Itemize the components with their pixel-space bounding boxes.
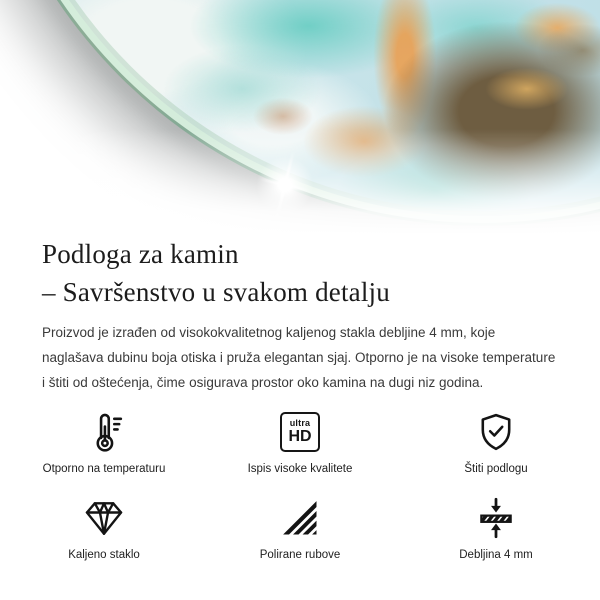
glass-panel-photo (0, 0, 600, 226)
thickness-press-icon (474, 495, 518, 541)
feature-label: Polirane rubove (259, 549, 341, 561)
feature-label: Kaljeno staklo (68, 549, 140, 561)
feature-label: Ispis visoke kvalitete (247, 463, 353, 475)
feature-label: Otporno na temperaturu (42, 463, 166, 475)
polished-edge-icon (278, 495, 322, 541)
feature-thickness (398, 495, 594, 561)
feature-label: Štiti podlogu (464, 463, 528, 475)
ultra-hd-box (280, 412, 320, 452)
feature-protects-surface (398, 409, 594, 475)
product-description: Proizvod je izrađen od visokokvalitetnog kaljenog stakla debljine 4 mm, koje naglašava dubinu boja otiska i pruža elegantan sjaj. Otporno je na visoke temperature i štiti od oštećenja, čime osigurava prostor oko kamina na dugi niz godina. (42, 325, 556, 390)
feature-tempered-glass (6, 495, 202, 561)
features-grid (0, 409, 600, 561)
thermometer-icon (82, 409, 126, 455)
diamond-icon (82, 495, 126, 541)
ultra-hd-icon (280, 409, 320, 455)
ultra-hd-text-bottom: HD (288, 428, 312, 445)
feature-print-quality (202, 409, 398, 475)
shield-check-icon (474, 409, 518, 455)
feature-polished-edges (202, 495, 398, 561)
title-line-2: – Savršenstvo u svakom detalju (42, 277, 390, 307)
ultra-hd-text-top: ultra (289, 418, 311, 428)
page-title (42, 235, 558, 311)
product-info-section (0, 235, 600, 395)
title-line-1: Podloga za kamin (42, 239, 239, 269)
feature-label: Debljina 4 mm (459, 549, 533, 561)
product-image (0, 0, 600, 235)
feature-temperature-resistant (6, 409, 202, 475)
